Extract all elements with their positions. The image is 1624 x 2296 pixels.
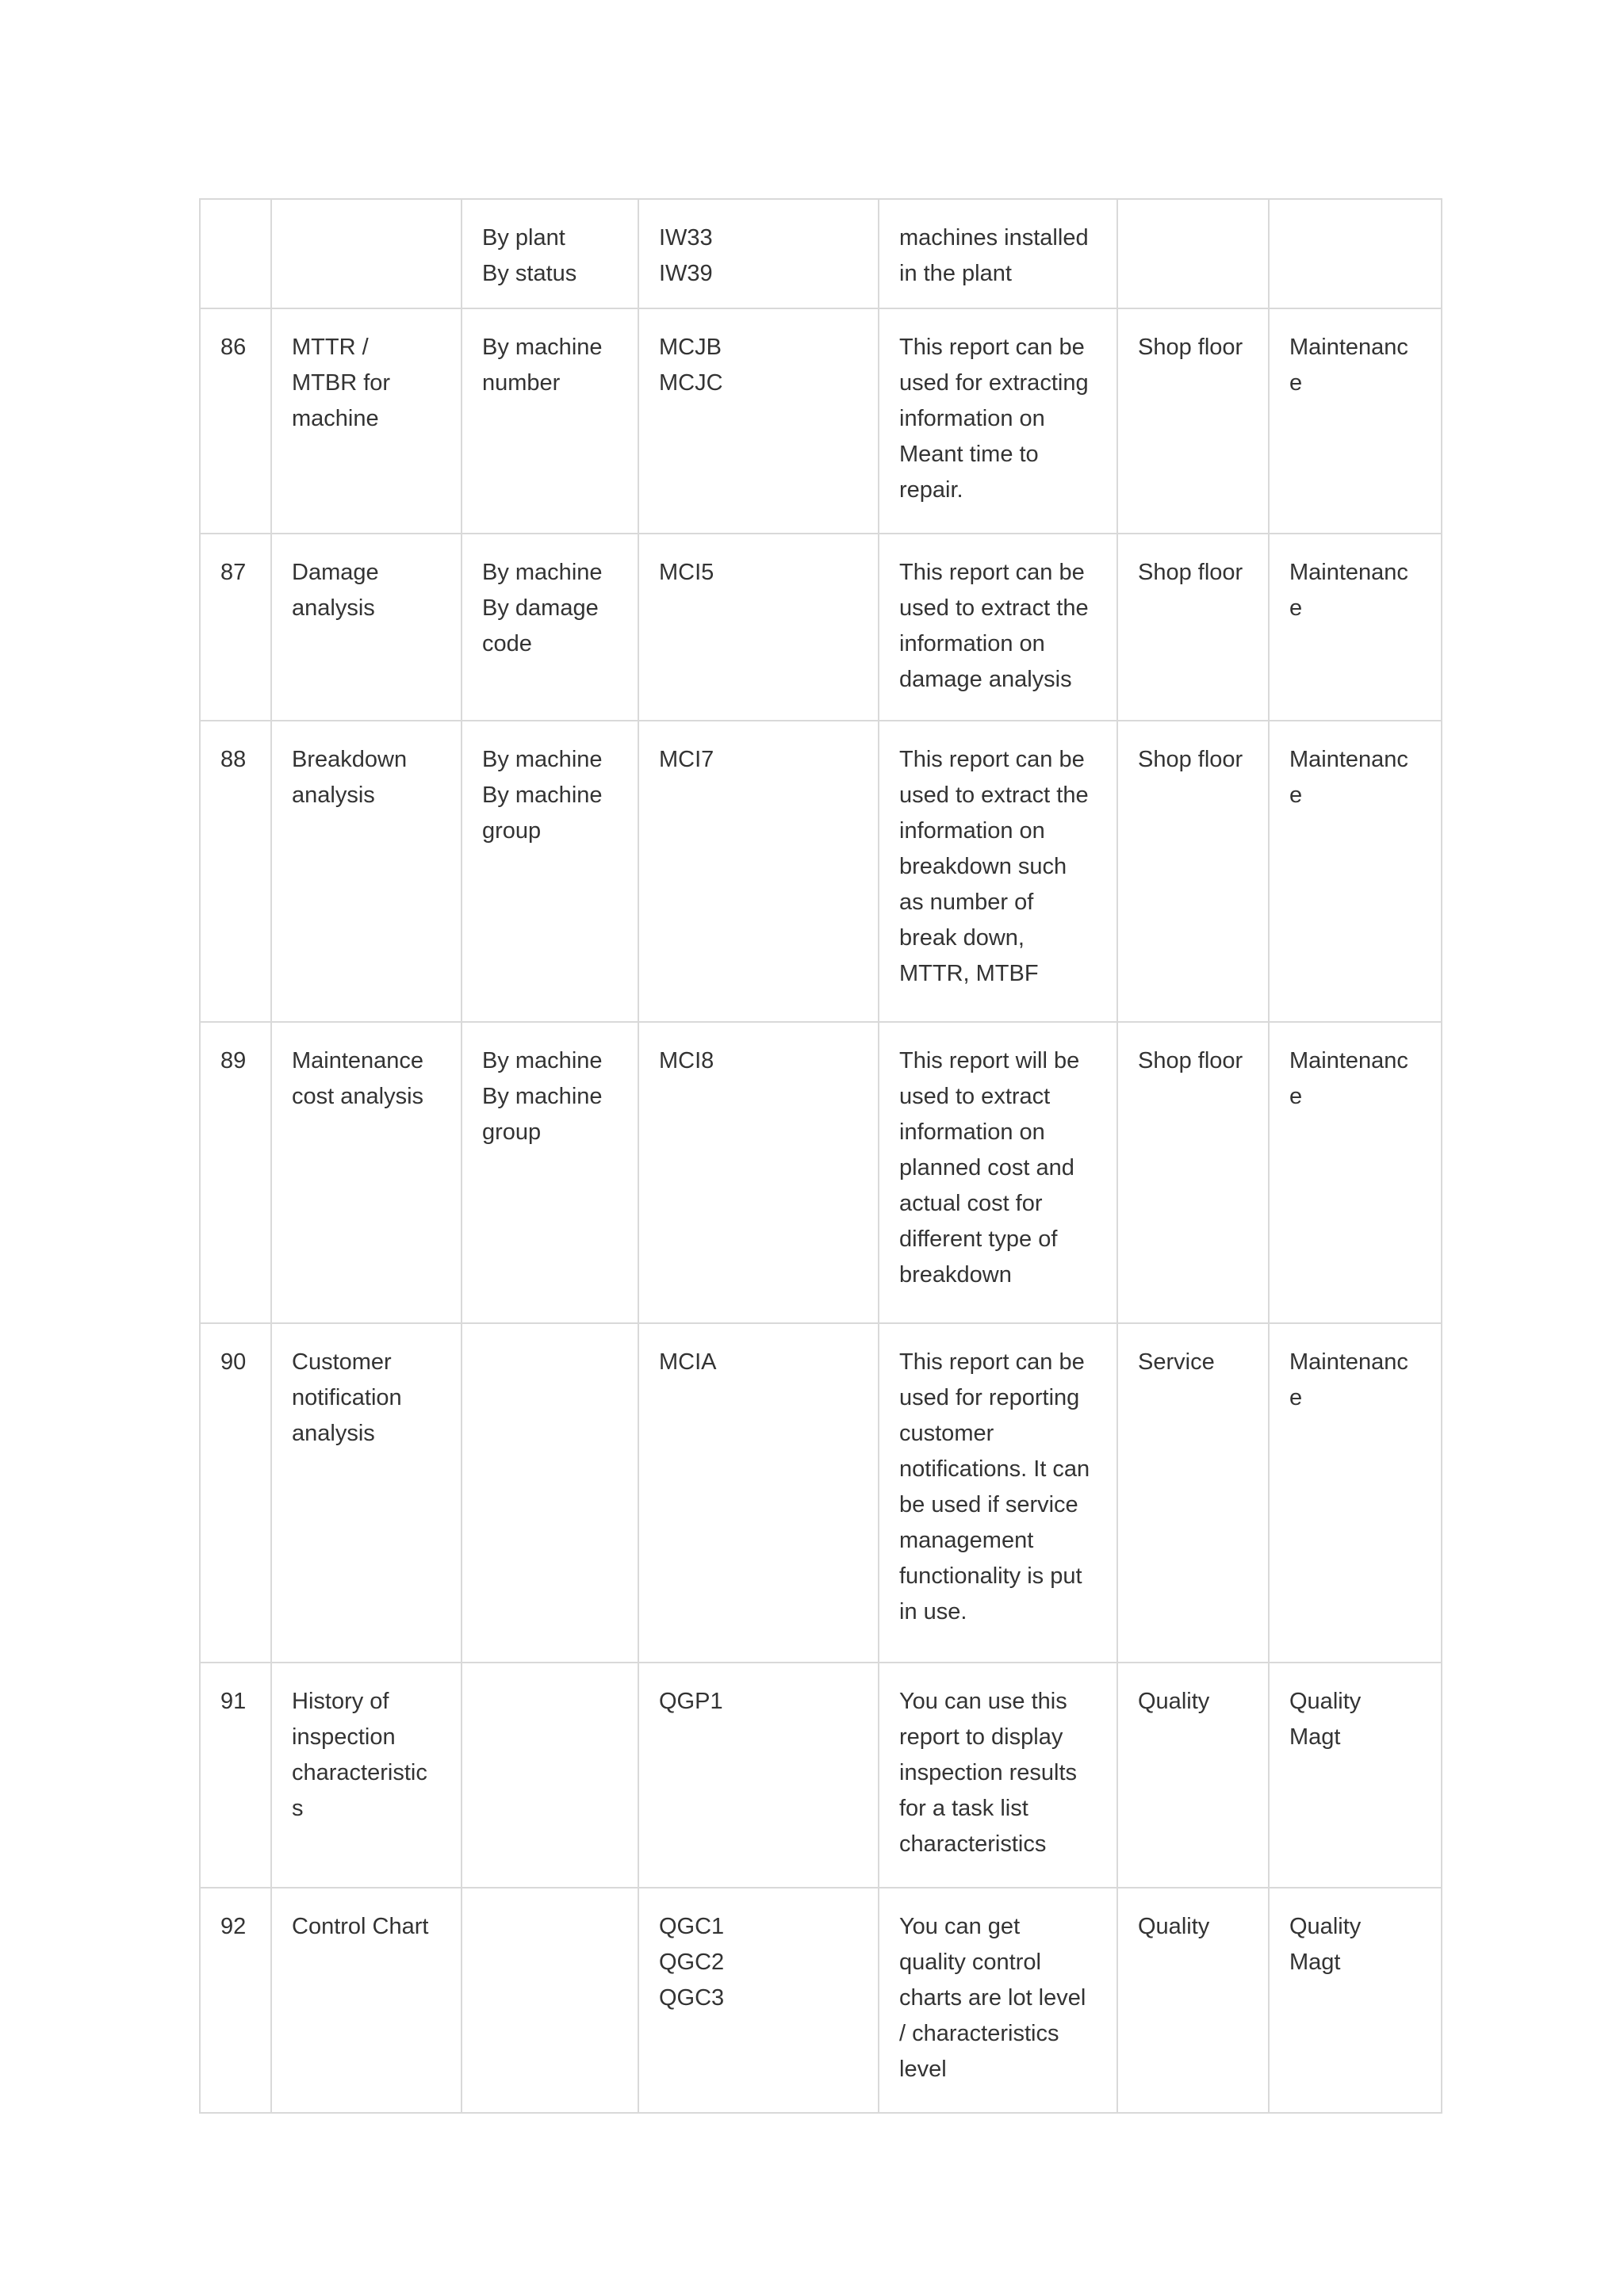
cell-text-line: Maintenanc	[1289, 747, 1408, 772]
cell-text-line: notification	[292, 1385, 402, 1410]
cell-text-line: Meant time to	[899, 442, 1039, 467]
cell-text-line: analysis	[292, 1421, 375, 1446]
cell-text-line: By machine	[482, 1048, 603, 1073]
row-number-cell	[200, 534, 271, 721]
cell-text-line: machines installed	[899, 225, 1089, 251]
cell-text-line: damage analysis	[899, 667, 1072, 692]
cell-text-line: Damage	[292, 560, 379, 585]
cell-text-line: analysis	[292, 595, 375, 621]
description-cell	[879, 721, 1117, 1022]
cell-text-line: Quality	[1289, 1689, 1362, 1714]
row-number-cell	[200, 199, 271, 308]
area-cell	[1117, 534, 1269, 721]
cell-text-line: machine	[292, 406, 379, 431]
report-name-cell	[271, 1888, 462, 2113]
cell-text-line: Magt	[1289, 1950, 1341, 1975]
table-row	[200, 534, 1442, 721]
cell-text-line: information on	[899, 631, 1045, 656]
cell-text-line: Breakdown	[292, 747, 408, 772]
area-cell	[1117, 721, 1269, 1022]
cell-text-line: Maintenanc	[1289, 560, 1408, 585]
selection-criteria-cell	[462, 1022, 638, 1323]
cell-text-line: Maintenance	[292, 1048, 424, 1073]
table-row	[200, 308, 1442, 534]
cell-text-line: IW39	[659, 261, 713, 286]
cell-text-line: MTBR for	[292, 370, 391, 396]
cell-text-line: Maintenanc	[1289, 1048, 1408, 1073]
cell-text-line: characteristic	[292, 1760, 427, 1785]
cell-text-line: used to extract the	[899, 783, 1089, 808]
selection-criteria-cell	[462, 308, 638, 534]
cell-text-line: report to display	[899, 1724, 1063, 1750]
cell-text-line: customer	[899, 1421, 994, 1446]
cell-text-line: MCJC	[659, 370, 723, 396]
table-body	[200, 199, 1442, 2113]
selection-criteria-cell	[462, 1663, 638, 1888]
cell-text-line: Maintenanc	[1289, 335, 1408, 360]
cell-text-line: Shop floor	[1138, 560, 1243, 585]
cell-text-line: group	[482, 1119, 542, 1145]
cell-text-line: MCI8	[659, 1048, 714, 1073]
cell-text-line: QGC1	[659, 1914, 725, 1939]
cell-text-line: By status	[482, 261, 577, 286]
cell-text-line: This report can be	[899, 560, 1085, 585]
transaction-code-cell	[638, 199, 879, 308]
cell-text-line: Shop floor	[1138, 747, 1243, 772]
description-cell	[879, 1663, 1117, 1888]
cell-text-line: 92	[220, 1914, 247, 1939]
cell-text-line: be used if service	[899, 1492, 1078, 1517]
module-cell	[1269, 721, 1442, 1022]
selection-criteria-cell	[462, 199, 638, 308]
cell-text-line: Quality	[1289, 1914, 1362, 1939]
selection-criteria-cell	[462, 1323, 638, 1663]
cell-text-line: This report will be	[899, 1048, 1080, 1073]
cell-text-line: group	[482, 818, 542, 844]
cell-text-line: e	[1289, 370, 1303, 396]
row-number-cell	[200, 1323, 271, 1663]
report-table	[199, 198, 1442, 2114]
cell-text-line: in the plant	[899, 261, 1012, 286]
cell-text-line: information on	[899, 818, 1045, 844]
cell-text-line: This report can be	[899, 747, 1085, 772]
cell-text-line: repair.	[899, 477, 963, 503]
cell-text-line: MTTR /	[292, 335, 369, 360]
cell-text-line: By machine	[482, 747, 603, 772]
cell-text-line: QGC2	[659, 1950, 725, 1975]
cell-text-line: 90	[220, 1349, 247, 1375]
cell-text-line: This report can be	[899, 335, 1085, 360]
cell-text-line: / characteristics	[899, 2021, 1059, 2046]
row-number-cell	[200, 1663, 271, 1888]
table-row	[200, 1663, 1442, 1888]
cell-text-line: e	[1289, 1084, 1303, 1109]
cell-text-line: History of	[292, 1689, 389, 1714]
cell-text-line: By machine	[482, 560, 603, 585]
module-cell	[1269, 1022, 1442, 1323]
cell-text-line: s	[292, 1796, 304, 1821]
transaction-code-cell	[638, 308, 879, 534]
module-cell	[1269, 534, 1442, 721]
cell-text-line: Shop floor	[1138, 335, 1243, 360]
cell-text-line: By machine	[482, 783, 603, 808]
report-name-cell	[271, 199, 462, 308]
module-cell	[1269, 199, 1442, 308]
cell-text-line: Customer	[292, 1349, 392, 1375]
row-number-cell	[200, 1022, 271, 1323]
cell-text-line: breakdown such	[899, 854, 1067, 879]
table-row	[200, 1022, 1442, 1323]
cell-text-line: MCJB	[659, 335, 722, 360]
cell-text-line: By plant	[482, 225, 565, 251]
cell-text-line: for a task list	[899, 1796, 1028, 1821]
description-cell	[879, 1323, 1117, 1663]
cell-text-line: Quality	[1138, 1689, 1210, 1714]
cell-text-line: Quality	[1138, 1914, 1210, 1939]
cell-text-line: MCIA	[659, 1349, 717, 1375]
cell-text-line: charts are lot level	[899, 1985, 1086, 2011]
area-cell	[1117, 1888, 1269, 2113]
cell-text-line: break down,	[899, 925, 1025, 951]
row-number-cell	[200, 721, 271, 1022]
area-cell	[1117, 308, 1269, 534]
cell-text-line: QGC3	[659, 1985, 725, 2011]
table-row	[200, 721, 1442, 1022]
cell-text-line: code	[482, 631, 532, 656]
report-name-cell	[271, 1022, 462, 1323]
cell-text-line: functionality is put	[899, 1563, 1082, 1589]
cell-text-line: inspection	[292, 1724, 396, 1750]
cell-text-line: actual cost for	[899, 1191, 1043, 1216]
cell-text-line: information on	[899, 1119, 1045, 1145]
cell-text-line: IW33	[659, 225, 713, 251]
cell-text-line: Maintenanc	[1289, 1349, 1408, 1375]
cell-text-line: QGP1	[659, 1689, 723, 1714]
report-name-cell	[271, 1323, 462, 1663]
description-cell	[879, 534, 1117, 721]
transaction-code-cell	[638, 1022, 879, 1323]
cell-text-line: inspection results	[899, 1760, 1078, 1785]
cell-text-line: in use.	[899, 1599, 967, 1624]
cell-text-line: Shop floor	[1138, 1048, 1243, 1073]
table-row	[200, 1888, 1442, 2113]
transaction-code-cell	[638, 1663, 879, 1888]
cell-text-line: MCI7	[659, 747, 714, 772]
cell-text-line: By damage	[482, 595, 599, 621]
module-cell	[1269, 1323, 1442, 1663]
cell-text-line: notifications. It can	[899, 1456, 1090, 1482]
table-row	[200, 199, 1442, 308]
report-name-cell	[271, 1663, 462, 1888]
area-cell	[1117, 1663, 1269, 1888]
cell-text-line: This report can be	[899, 1349, 1085, 1375]
report-name-cell	[271, 308, 462, 534]
cell-text-line: used to extract the	[899, 595, 1089, 621]
cell-text-line: used for reporting	[899, 1385, 1080, 1410]
cell-text-line: MCI5	[659, 560, 714, 585]
cell-text-line: analysis	[292, 783, 375, 808]
cell-text-line: management	[899, 1528, 1034, 1553]
cell-text-line: 86	[220, 335, 247, 360]
area-cell	[1117, 199, 1269, 308]
cell-text-line: level	[899, 2057, 947, 2082]
cell-text-line: 88	[220, 747, 247, 772]
cell-text-line: used for extracting	[899, 370, 1089, 396]
cell-text-line: number	[482, 370, 561, 396]
cell-text-line: Magt	[1289, 1724, 1341, 1750]
area-cell	[1117, 1022, 1269, 1323]
selection-criteria-cell	[462, 534, 638, 721]
cell-text-line: used to extract	[899, 1084, 1051, 1109]
transaction-code-cell	[638, 534, 879, 721]
cell-text-line: characteristics	[899, 1831, 1047, 1857]
cell-text-line: information on	[899, 406, 1045, 431]
cell-text-line: Control Chart	[292, 1914, 429, 1939]
description-cell	[879, 199, 1117, 308]
cell-text-line: cost analysis	[292, 1084, 424, 1109]
cell-text-line: By machine	[482, 335, 603, 360]
selection-criteria-cell	[462, 721, 638, 1022]
row-number-cell	[200, 1888, 271, 2113]
cell-text-line: MTTR, MTBF	[899, 961, 1039, 986]
cell-text-line: Service	[1138, 1349, 1215, 1375]
cell-text-line: By machine	[482, 1084, 603, 1109]
module-cell	[1269, 308, 1442, 534]
description-cell	[879, 1022, 1117, 1323]
cell-text-line: You can get	[899, 1914, 1021, 1939]
table-row	[200, 1323, 1442, 1663]
cell-text-line: 91	[220, 1689, 247, 1714]
row-number-cell	[200, 308, 271, 534]
module-cell	[1269, 1663, 1442, 1888]
module-cell	[1269, 1888, 1442, 2113]
cell-text-line: different type of	[899, 1226, 1058, 1252]
cell-text-line: 89	[220, 1048, 247, 1073]
cell-text-line: planned cost and	[899, 1155, 1074, 1181]
transaction-code-cell	[638, 721, 879, 1022]
report-name-cell	[271, 721, 462, 1022]
cell-text-line: quality control	[899, 1950, 1041, 1975]
transaction-code-cell	[638, 1323, 879, 1663]
cell-text-line: e	[1289, 595, 1303, 621]
transaction-code-cell	[638, 1888, 879, 2113]
cell-text-line: e	[1289, 1385, 1303, 1410]
area-cell	[1117, 1323, 1269, 1663]
cell-text-line: as number of	[899, 890, 1034, 915]
report-name-cell	[271, 534, 462, 721]
cell-text-line: e	[1289, 783, 1303, 808]
cell-text-line: breakdown	[899, 1262, 1012, 1288]
selection-criteria-cell	[462, 1888, 638, 2113]
description-cell	[879, 1888, 1117, 2113]
cell-text-line: 87	[220, 560, 247, 585]
description-cell	[879, 308, 1117, 534]
cell-text-line: You can use this	[899, 1689, 1067, 1714]
